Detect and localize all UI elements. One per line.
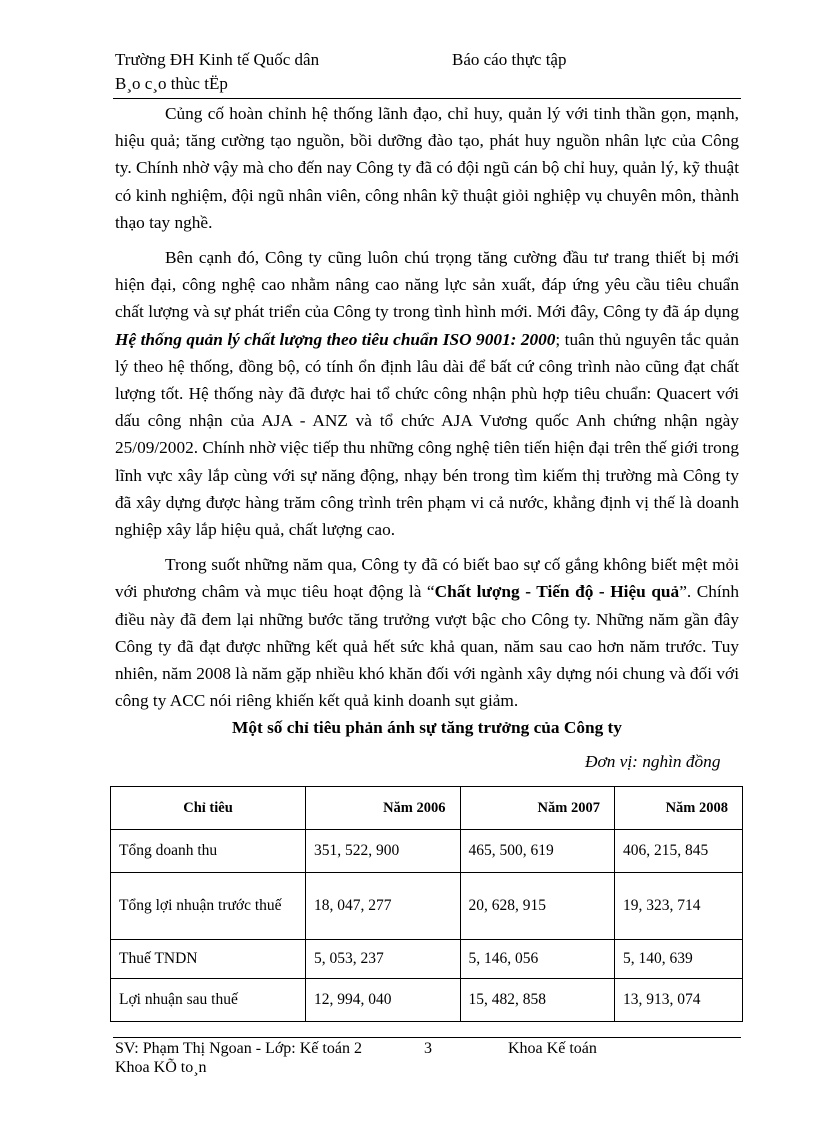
paragraph-2-iso-emphasis: Hệ thống quản lý chất lượng theo tiêu chuẩn ISO 9001: 2000 — [115, 329, 556, 349]
table-cell: 19, 323, 714 — [614, 873, 742, 940]
footer-student: SV: Phạm Thị Ngoan - Lớp: Kế toán 2 — [115, 1040, 362, 1057]
table-cell: 13, 913, 074 — [614, 979, 742, 1022]
table-cell: 5, 146, 056 — [460, 940, 614, 979]
table-row — [111, 979, 743, 1022]
table-cell: Tổng doanh thu — [111, 830, 306, 873]
paragraph-1: Củng cố hoàn chỉnh hệ thống lãnh đạo, chỉ huy, quản lý với tinh thần gọn, mạnh, hiệu quả; tăng cường tạo nguồn, bồi dưỡng đào tạo, phát huy nguồn nhân lực của Công ty. Chính nhờ vậy mà cho đến nay Công ty đã có đội ngũ cán bộ chỉ huy, quản lý, kỹ thuật có kinh nghiệm, đội ngũ nhân viên, công nhân kỹ thuật giỏi nghiệp vụ chuyên môn, thành thạo tay nghề. — [115, 104, 739, 232]
table-row — [111, 873, 743, 940]
table-title: Một số chỉ tiêu phản ánh sự tăng trưởng của Công ty — [232, 718, 622, 737]
body-text — [115, 96, 739, 722]
table-header-cell: Năm 2007 — [460, 787, 614, 830]
table-unit: Đơn vị: nghìn đồng — [585, 752, 721, 771]
table-cell: Lợi nhuận sau thuế — [111, 979, 306, 1022]
paragraph-3-text-b: ”. Chính điều này đã đem lại những bước tăng trưởng vượt bậc cho Công ty. Những năm gần đây Công ty đã đạt được những kết quả hết sức khả quan, năm sau cao hơn năm trước. Tuy nhiên, năm 2008 là năm gặp nhiều khó khăn đối với ngành xây dựng nói chung và đối với công ty ACC nói riêng khiến kết quả kinh doanh sụt giảm. — [115, 582, 739, 711]
header-report-garbled: B¸o c¸o thùc tËp — [115, 74, 228, 93]
paragraph-2-text-a: Bên cạnh đó, Công ty cũng luôn chú trọng tăng cường đầu tư trang thiết bị mới hiện đại, công nghệ cao nhằm nâng cao năng lực sản xuất, đáp ứng yêu cầu tiêu chuẩn chất lượng và sự phát triển của Công ty trong tình hình mới. Mới đây, Công ty đã áp dụng — [115, 248, 739, 322]
footer-rule — [113, 1037, 741, 1038]
footer-faculty: Khoa Kế toán — [508, 1040, 597, 1057]
table-cell: 5, 140, 639 — [614, 940, 742, 979]
table-header-row — [111, 787, 743, 830]
table-header-cell: Chỉ tiêu — [111, 787, 306, 830]
table-header-cell: Năm 2006 — [306, 787, 460, 830]
table-row — [111, 940, 743, 979]
footer-faculty-garbled: Khoa KÕ to¸n — [115, 1059, 207, 1076]
paragraph-2 — [115, 244, 739, 543]
table-row — [111, 830, 743, 873]
table-cell: 15, 482, 858 — [460, 979, 614, 1022]
table-cell: 5, 053, 237 — [306, 940, 460, 979]
page-number: 3 — [424, 1040, 432, 1057]
paragraph-3 — [115, 551, 739, 714]
table-cell: Tổng lợi nhuận trước thuế — [111, 873, 306, 940]
table-header-cell: Năm 2008 — [614, 787, 742, 830]
table-cell: 12, 994, 040 — [306, 979, 460, 1022]
table-cell: 465, 500, 619 — [460, 830, 614, 873]
table-cell: 351, 522, 900 — [306, 830, 460, 873]
table-cell: 406, 215, 845 — [614, 830, 742, 873]
paragraph-2-text-b: ; tuân thủ nguyên tắc quản lý theo hệ thống, đồng bộ, có tính ổn định lâu dài để bất cứ công trình nào cũng đạt chất lượng tốt. Hệ thống này đã được hai tổ chức công nhận phù hợp tiêu chuẩn: Quacert với dấu công nhận của AJA - ANZ và tổ chức AJA Vương quốc Anh chứng nhận ngày 25/09/2002. Chính nhờ việc tiếp thu những công nghệ tiên tiến hiện đại trên thế giới trong lĩnh vực xây lắp cùng với sự năng động, nhạy bén trong tìm kiếm thị trường mà Công ty đã xây dựng được hàng trăm công trình trên phạm vi cả nước, khẳng định vị thế là doanh nghiệp xây lắp hiệu quả, chất lượng cao. — [115, 329, 739, 540]
table-cell: 18, 047, 277 — [306, 873, 460, 940]
header-school: Trường ĐH Kinh tế Quốc dân — [115, 50, 320, 69]
table-cell: 20, 628, 915 — [460, 873, 614, 940]
growth-table — [110, 786, 743, 1022]
paragraph-3-motto: Chất lượng - Tiến độ - Hiệu quả — [434, 582, 680, 602]
paragraph-3-text-a: Trong suốt những năm qua, Công ty đã có biết bao sự cố gắng không biết mệt mỏi với phương châm và mục tiêu hoạt động là “ — [115, 555, 739, 602]
header-report: Báo cáo thực tập — [452, 50, 567, 69]
table-cell: Thuế TNDN — [111, 940, 306, 979]
